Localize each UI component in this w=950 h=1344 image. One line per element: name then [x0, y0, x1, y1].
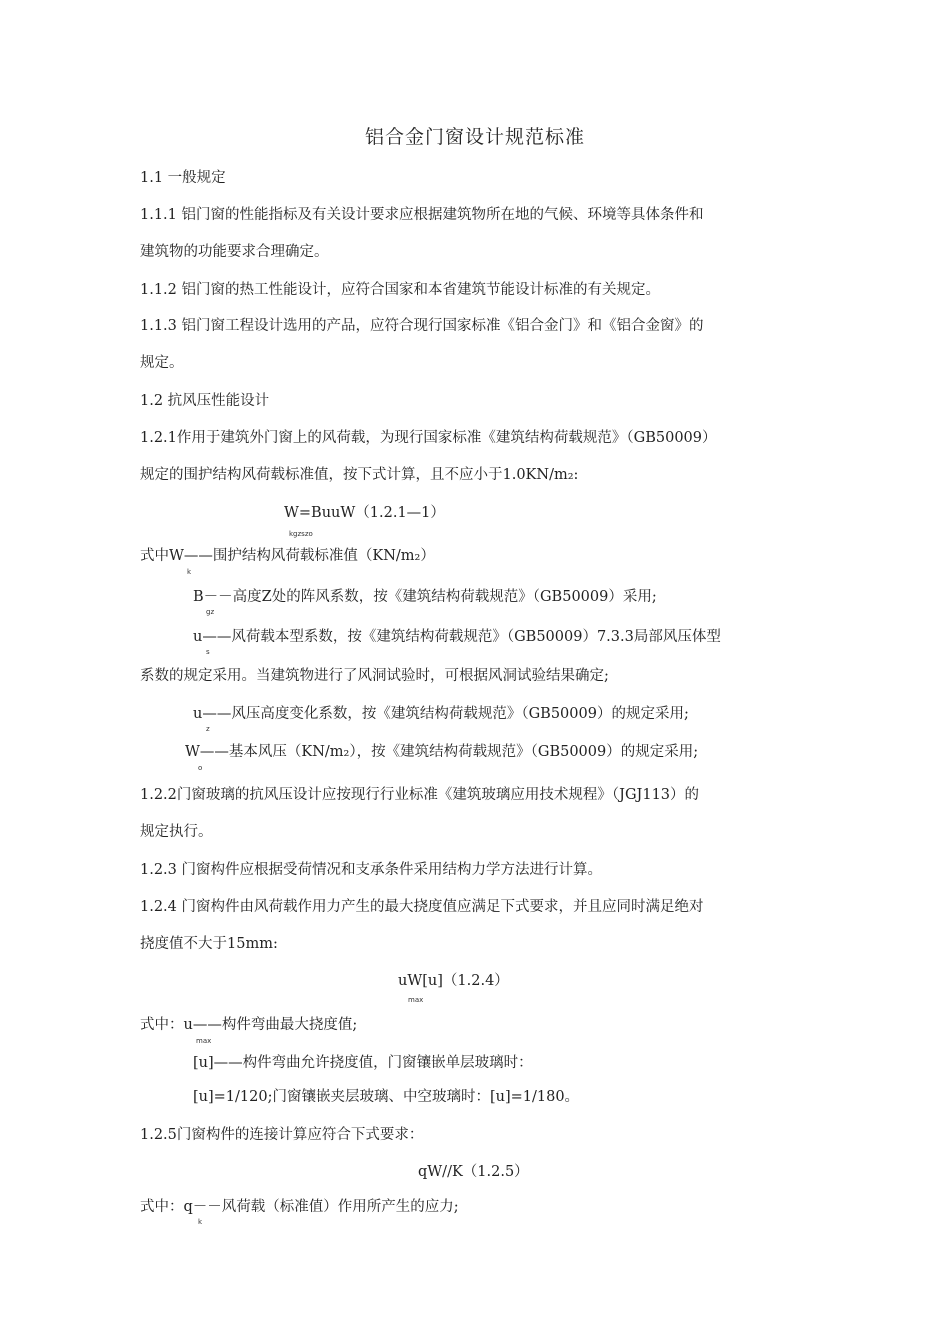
section-heading-1-2: 1.2 抗风压性能设计	[140, 393, 270, 409]
variable-us-definition-cont: 系数的规定采用。当建筑物进行了风洞试验时，可根据风洞试验结果确定;	[140, 668, 609, 684]
clause-1-2-2-cont: 规定执行。	[140, 824, 213, 840]
variable-us-definition: u——风荷载本型系数，按《建筑结构荷载规范》（GB50009）7.3.3局部风压体型	[193, 629, 721, 645]
clause-1-2-1: 1.2.1作用于建筑外门窗上的风荷载，为现行国家标准《建筑结构荷载规范》（GB50009）	[140, 430, 717, 446]
clause-1-2-5: 1.2.5门窗构件的连接计算应符合下式要求：	[140, 1127, 424, 1143]
clause-1-2-4: 1.2.4 门窗构件由风荷载作用力产生的最大挠度值应满足下式要求，并且应同时满足绝对	[140, 899, 704, 915]
clause-1-1-3-cont: 规定。	[140, 355, 184, 371]
variable-wk-definition: 式中W——围护结构风荷载标准值（KN/m₂）	[140, 548, 435, 564]
subscript-s: s	[206, 648, 210, 656]
variable-qk-definition: 式中：q－－风荷载（标准值）作用所产生的应力;	[140, 1199, 459, 1215]
equation-1-2-1: W=BuuW（1.2.1—1）	[284, 505, 445, 521]
subscript-max: max	[196, 1037, 212, 1045]
equation-1-2-4: uW[u]（1.2.4）	[398, 973, 509, 989]
equation-1-2-5: qW//K（1.2.5）	[418, 1164, 529, 1180]
clause-1-1-3: 1.1.3 铝门窗工程设计选用的产品，应符合现行国家标准《铝合金门》和《铝合金窗》的	[140, 318, 704, 334]
clause-1-2-1-cont: 规定的围护结构风荷载标准值，按下式计算，且不应小于1.0KN/m₂:	[140, 467, 579, 483]
clause-1-2-4-cont: 挠度值不大于15mm:	[140, 936, 278, 952]
variable-uz-definition: u——风压高度变化系数，按《建筑结构荷载规范》（GB50009）的规定采用;	[193, 706, 689, 722]
subscript-z: z	[206, 725, 210, 733]
document-title: 铝合金门窗设计规范标准	[364, 126, 585, 148]
variable-umax-definition: 式中：u——构件弯曲最大挠度值;	[140, 1017, 358, 1033]
clause-1-1-2: 1.1.2 铝门窗的热工性能设计，应符合国家和本省建筑节能设计标准的有关规定。	[140, 282, 661, 298]
equation-1-2-4-subscript: max	[408, 996, 424, 1004]
allowable-deflection-definition: [u]——构件弯曲允许挠度值，门窗镶嵌单层玻璃时：	[193, 1055, 533, 1071]
section-heading-1-1: 1.1 一般规定	[140, 170, 226, 186]
variable-wo-definition: W——基本风压（KN/m₂），按《建筑结构荷载规范》（GB50009）的规定采用;	[185, 744, 699, 760]
subscript-k: k	[187, 568, 192, 576]
clause-1-1-1-cont: 建筑物的功能要求合理确定。	[140, 244, 329, 260]
clause-1-2-2: 1.2.2门窗玻璃的抗风压设计应按现行行业标准《建筑玻璃应用技术规程》（JGJ113）的	[140, 787, 700, 803]
subscript-gz: gz	[206, 608, 215, 616]
subscript-k-2: k	[198, 1218, 203, 1226]
allowable-deflection-values: [u]=1/120;门窗镶嵌夹层玻璃、中空玻璃时：[u]=1/180。	[193, 1089, 580, 1105]
variable-bgz-definition: B－－高度Z处的阵风系数，按《建筑结构荷载规范》（GB50009）采用;	[193, 589, 657, 605]
subscript-o: o	[198, 764, 203, 772]
equation-1-2-1-subscripts: kgzszo	[289, 530, 313, 538]
clause-1-1-1: 1.1.1 铝门窗的性能指标及有关设计要求应根据建筑物所在地的气候、环境等具体条件和	[140, 207, 704, 223]
clause-1-2-3: 1.2.3 门窗构件应根据受荷情况和支承条件采用结构力学方法进行计算。	[140, 862, 603, 878]
